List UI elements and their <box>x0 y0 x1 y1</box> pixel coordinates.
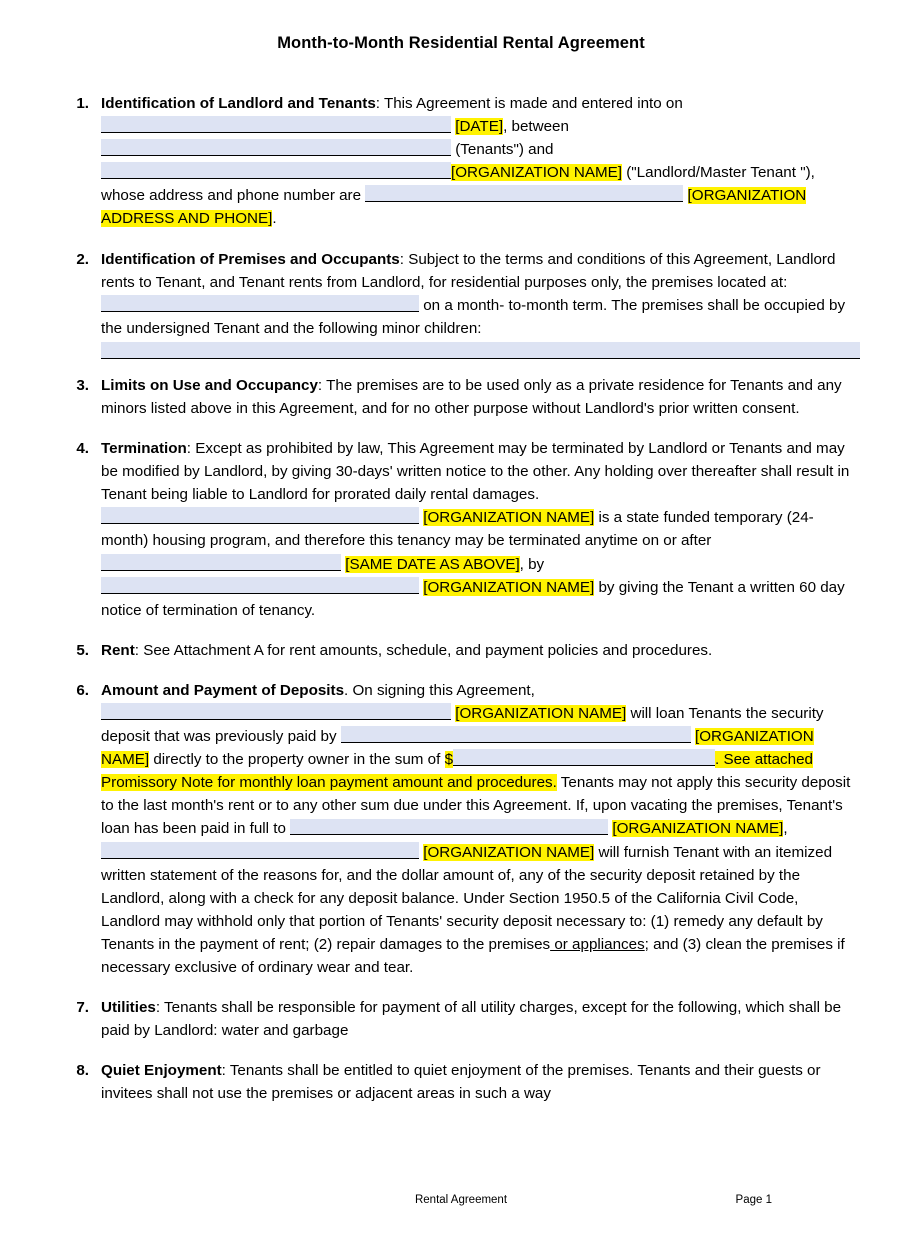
footer-document-name: Rental Agreement <box>414 1194 508 1206</box>
fill-blank-tenants[interactable] <box>101 139 451 156</box>
page-title: Month-to-Month Residential Rental Agreement <box>277 34 645 52</box>
clause-3-text <box>101 374 860 420</box>
fill-blank-premises-address[interactable] <box>101 295 419 312</box>
clause-1-t1: : This Agreement is made and entered into on <box>375 95 683 112</box>
clause-4 <box>60 437 860 622</box>
clause-6-text <box>101 679 860 979</box>
clause-3-t1: : The premises are to be used only as a private residence for Tenants and any minors listed above in this Agreement, and for no other purpose without Landlord's prior written consent. <box>101 376 842 417</box>
clause-2-heading: Identification of Premises and Occupants <box>101 250 400 268</box>
clause-1-number: 1. <box>76 95 89 112</box>
clause-5-t1: : See Attachment A for rent amounts, schedule, and payment policies and procedures. <box>134 641 713 659</box>
clause-4-t3: is a state funded temporary (24-month) housing program, and therefore this tenancy may be terminated anytime on or after <box>101 509 814 550</box>
document-body <box>60 92 860 1123</box>
clause-4-t5: , by <box>519 555 545 573</box>
clause-7 <box>60 996 860 1042</box>
placeholder-same-date-as-above: [SAME DATE AS ABOVE] <box>345 555 520 573</box>
fill-blank-deposit-org[interactable] <box>101 703 451 720</box>
clause-1-t3: , between <box>503 118 569 136</box>
fill-blank-termination-org[interactable] <box>101 507 419 524</box>
fill-blank-date[interactable] <box>101 116 451 133</box>
clause-6-t14: ; and (3) clean the premises if necessary exclusive of ordinary wear and tear. <box>101 935 845 977</box>
fill-blank-address-phone[interactable] <box>365 185 683 202</box>
clause-4-heading: Termination <box>101 440 187 458</box>
page-footer <box>60 1194 862 1206</box>
clause-6-t12: will furnish Tenant with an itemized written statement of the reasons for, and the dollar amount of, any of the security deposit retained by the Landlord, along with a check for any deposit balance. Under Section 1950.5 of the California Civil Code, Landlord may withhold only that portion of Tenants' security deposit necessary to: (1) remedy any default by Tenants in the payment of rent; (2) repair damages to the premises <box>101 843 833 953</box>
clause-6-t10: , <box>783 820 788 838</box>
clause-1-t6: ("Landlord/Master Tenant "), whose address and phone number are <box>101 164 815 205</box>
clause-1-heading: Identification of Landlord and Tenants <box>101 95 376 112</box>
clause-4-t7: by giving the Tenant a written 60 day notice of termination of tenancy. <box>101 578 845 619</box>
clause-2-t2: on a month- to-month term. The premises shall be occupied by the undersigned Tenant and the following minor children: <box>101 296 846 337</box>
clause-8-text <box>101 1059 860 1105</box>
fill-blank-deposit-amount[interactable] <box>453 749 715 766</box>
clause-8-number: 8. <box>76 1062 89 1080</box>
footer-page-number: Page 1 <box>735 1194 772 1206</box>
clause-5 <box>60 639 860 662</box>
clause-4-number: 4. <box>76 440 89 458</box>
clause-7-number: 7. <box>76 999 89 1017</box>
clause-3 <box>60 374 860 420</box>
clause-6-t3: will loan Tenants the security deposit that was previously paid by <box>101 705 824 746</box>
clause-6-t1: . On signing this Agreement, <box>344 681 535 699</box>
clause-3-number: 3. <box>76 376 89 394</box>
clause-2-text <box>101 248 860 357</box>
clause-1-text <box>101 92 860 231</box>
clause-5-text <box>101 639 860 662</box>
clause-1-t4: (Tenants") and <box>455 141 554 159</box>
placeholder-organization-address-phone: [ORGANIZATION ADDRESS AND PHONE] <box>101 187 807 228</box>
placeholder-organization-name-5: [ORGANIZATION NAME] <box>101 728 814 769</box>
clause-5-heading: Rent <box>101 641 135 659</box>
fill-blank-landlord[interactable] <box>101 162 451 179</box>
clause-1-t8: . <box>272 210 277 228</box>
fill-blank-deposit-paid-by[interactable] <box>341 726 691 743</box>
fill-blank-termination-date[interactable] <box>101 554 341 571</box>
clause-6-t8: Tenants may not apply this security deposit to the last month's rent or to any other sum due under this Agreement. If, upon vacating the premises, Tenant's loan has been paid in full to <box>101 774 851 838</box>
clause-1 <box>60 92 860 231</box>
clause-6-t13: or appliances <box>550 935 645 953</box>
clause-6-number: 6. <box>76 681 89 699</box>
placeholder-date: [DATE] <box>455 118 504 136</box>
clause-2-number: 2. <box>76 250 89 268</box>
clause-2-t1: : Subject to the terms and conditions of this Agreement, Landlord rents to Tenant, and Tenant rents from Landlord, for residential purposes only, the premises located at: <box>101 250 836 291</box>
clause-7-text <box>101 996 860 1042</box>
clause-3-heading: Limits on Use and Occupancy <box>101 376 318 394</box>
clause-8-heading: Quiet Enjoyment <box>101 1062 222 1080</box>
clause-4-t1: : Except as prohibited by law, This Agreement may be terminated by Landlord or Tenants and may be modified by Landlord, by giving 30-days' written notice to the other. Any holding over thereafter shall result in Tenant being liable to Landlord for prorated daily rental damages. <box>101 440 850 504</box>
clause-6-heading: Amount and Payment of Deposits <box>101 681 345 699</box>
clause-7-heading: Utilities <box>101 999 156 1017</box>
clause-5-number: 5. <box>76 641 89 659</box>
placeholder-organization-name-6: [ORGANIZATION NAME] <box>612 820 784 838</box>
fill-blank-paid-in-full-to[interactable] <box>290 819 608 836</box>
promissory-note-note: . See attached Promissory Note for monthly loan payment amount and procedures. <box>101 751 813 792</box>
placeholder-organization-name-2: [ORGANIZATION NAME] <box>423 509 595 527</box>
fill-blank-minor-children[interactable] <box>101 342 860 359</box>
deposit-amount-symbol: $ <box>444 751 454 769</box>
placeholder-organization-name-1: [ORGANIZATION NAME] <box>451 164 623 182</box>
placeholder-organization-name-3: [ORGANIZATION NAME] <box>423 578 595 596</box>
placeholder-organization-name-7: [ORGANIZATION NAME] <box>423 843 595 861</box>
clause-6-t5: directly to the property owner in the sum of <box>149 751 441 769</box>
clause-8 <box>60 1059 860 1105</box>
clause-2 <box>60 248 860 357</box>
placeholder-organization-name-4: [ORGANIZATION NAME] <box>455 705 627 723</box>
clause-7-t1: : Tenants shall be responsible for payment of all utility charges, except for the following, which shall be paid by Landlord: water and garbage <box>101 999 842 1040</box>
fill-blank-termination-by[interactable] <box>101 577 419 594</box>
clause-4-text <box>101 437 860 622</box>
clause-6 <box>60 679 860 979</box>
clause-8-t1: : Tenants shall be entitled to quiet enjoyment of the premises. Tenants and their guests or invitees shall not use the premises or adjacent areas in such a way <box>101 1062 821 1103</box>
fill-blank-furnish-org[interactable] <box>101 842 419 859</box>
